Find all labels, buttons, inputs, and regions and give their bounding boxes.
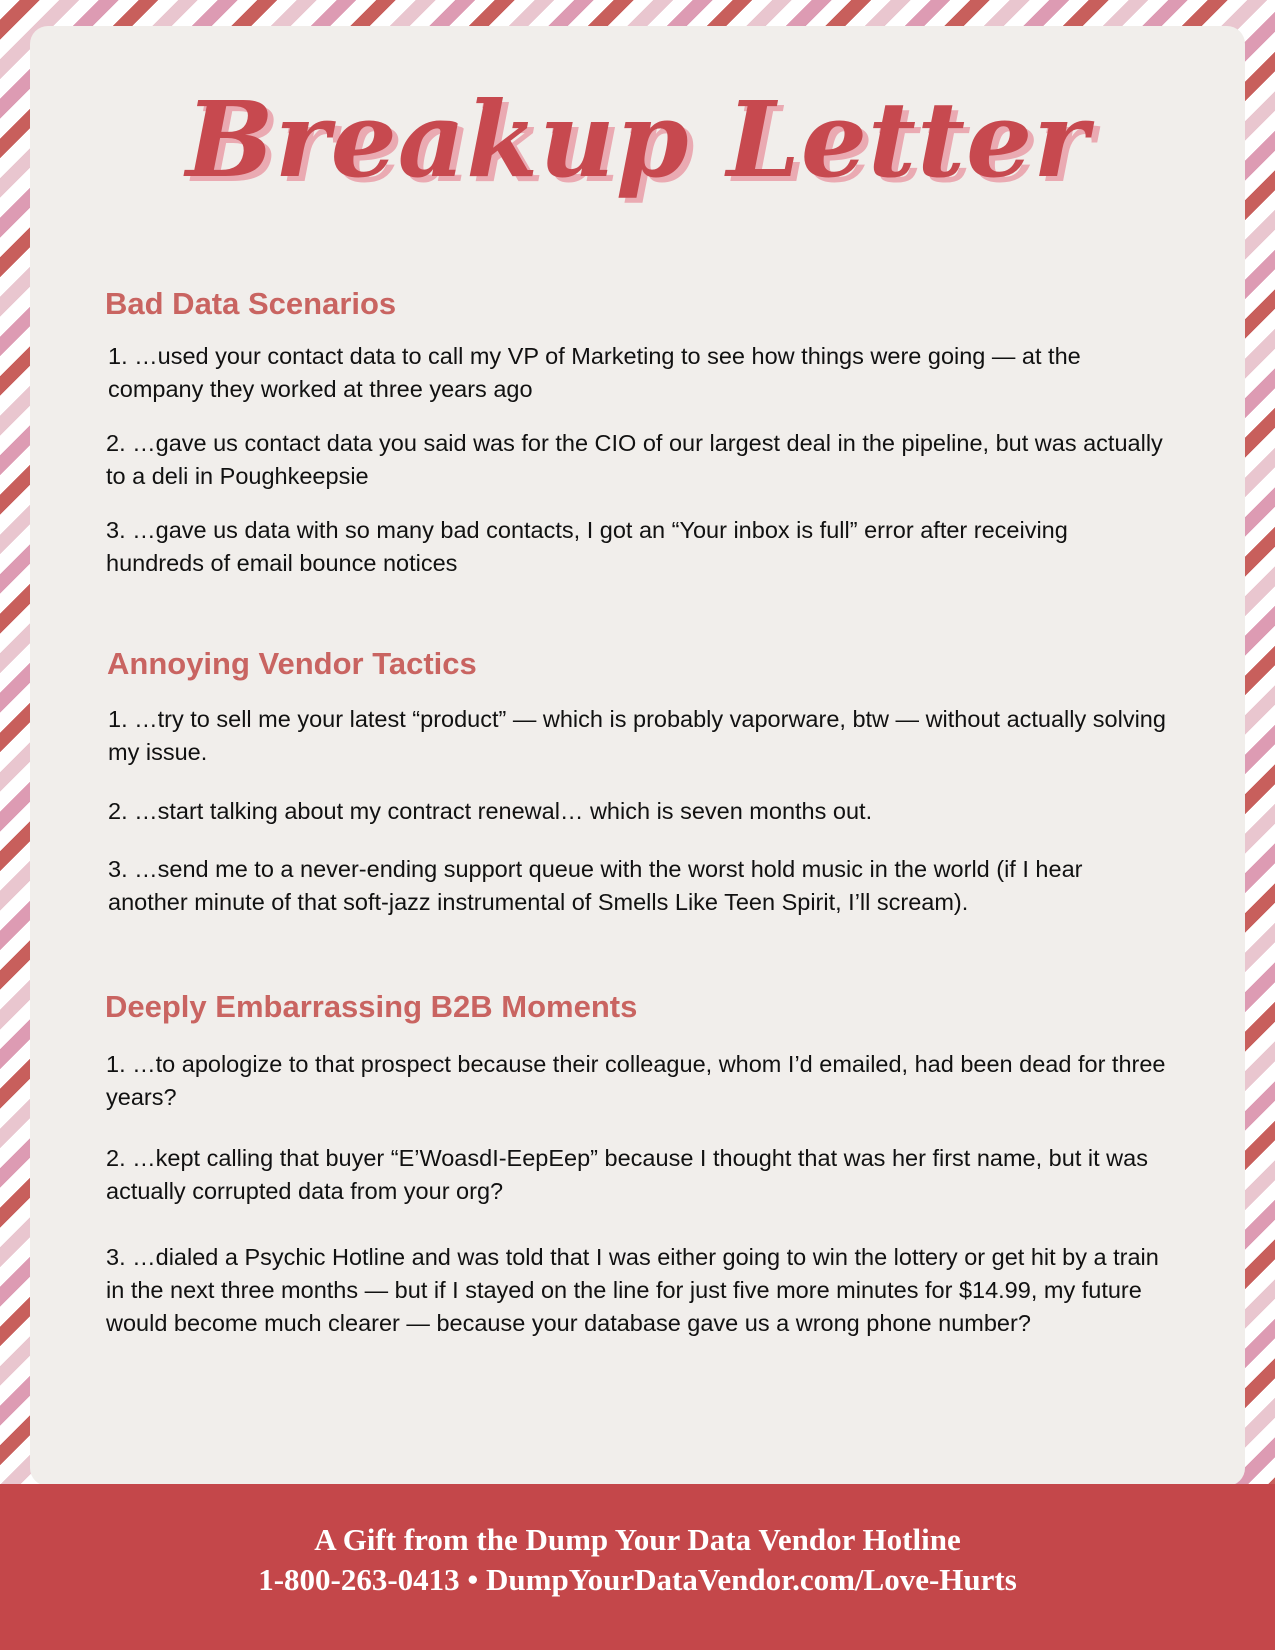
page-title: Breakup Letter	[185, 78, 1090, 201]
section-heading-embarrassing-moments: Deeply Embarrassing B2B Moments	[105, 989, 638, 1024]
list-item: 1. …to apologize to that prospect because their colleague, whom I’d emailed, had been dead for three years?	[106, 1051, 1166, 1110]
footer-gift-line: A Gift from the Dump Your Data Vendor Hotline	[314, 1522, 961, 1557]
list-item: 3. …send me to a never-ending support queue with the worst hold music in the world (if I hear another minute of that soft-jazz instrumental of Smells Like Teen Spirit, I’ll scream).	[108, 856, 1083, 915]
list-item: 3. …dialed a Psychic Hotline and was told that I was either going to win the lottery or get hit by a train in the next three months — but if I stayed on the line for just five more minutes for $14.99, my future would become much clearer — because your database gave us a wrong phone number?	[106, 1244, 1159, 1336]
footer-contact-line: 1-800-263-0413 • DumpYourDataVendor.com/Love-Hurts	[258, 1562, 1017, 1597]
list-item: 1. …used your contact data to call my VP of Marketing to see how things were going — at the company they worked at three years ago	[108, 343, 1081, 402]
list-item: 2. …kept calling that buyer “E’WoasdI-EepEep” because I thought that was her first name, but it was actually corrupted data from your org?	[106, 1145, 1148, 1204]
footer-banner	[0, 1484, 1275, 1650]
section-heading-vendor-tactics: Annoying Vendor Tactics	[107, 646, 477, 681]
section-heading-bad-data: Bad Data Scenarios	[105, 286, 397, 321]
list-item: 3. …gave us data with so many bad contacts, I got an “Your inbox is full” error after receiving hundreds of email bounce notices	[106, 517, 1068, 576]
list-item: 2. …gave us contact data you said was for the CIO of our largest deal in the pipeline, but was actually to a deli in Poughkeepsie	[106, 430, 1163, 489]
list-item: 1. …try to sell me your latest “product” — which is probably vaporware, btw — without actually solving my issue.	[108, 706, 1166, 765]
list-item: 2. …start talking about my contract renewal… which is seven months out.	[108, 798, 873, 824]
